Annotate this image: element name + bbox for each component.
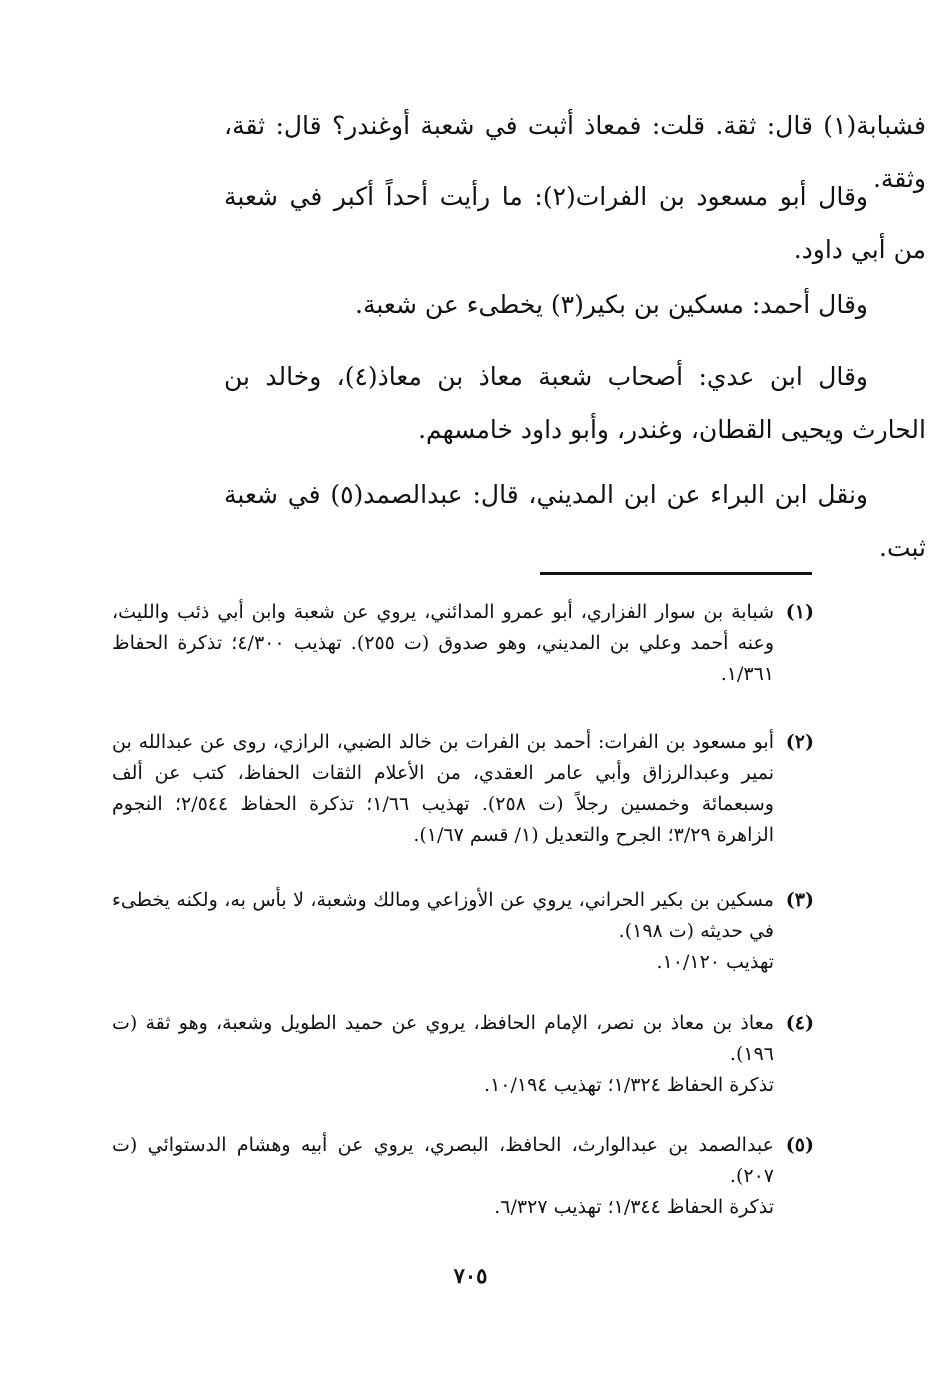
footnote-number: (٤) [785,1012,814,1034]
footnote-number: (٣) [785,889,814,911]
footnote-4 [112,1008,814,1101]
footnote-3 [112,885,814,978]
footnote-5 [112,1130,814,1223]
footnote-1 [112,597,814,690]
footnote-line: معاذ بن معاذ بن نصر، الإمام الحافظ، يروي عن حميد الطويل وشعبة، وهو ثقة (ت ١٩٦). [112,1012,774,1065]
paragraph-1: فشبابة(١) قال: ثقة. قلت: فمعاذ أثبت في شعبة أوغندر؟ قال: ثقة، وثقة. [224,111,926,193]
footnote-number: (٥) [785,1134,814,1156]
paragraph-3: وقال أحمد: مسكين بن بكير(٣) يخطىء عن شعبة. [355,290,868,319]
footnote-line: مسكين بن بكير الحراني، يروي عن الأوزاعي ومالك وشعبة، لا بأس به، ولكنه يخطىء في حديثه (ت ١٩٨). [112,889,774,942]
page-number: ٧٠٥ [453,1263,488,1288]
paragraph-4: وقال ابن عدي: أصحاب شعبة معاذ بن معاذ(٤)، وخالد بن الحارث ويحيى القطان، وغندر، وأبو داود خامسهم. [224,362,926,444]
paragraph-5: ونقل ابن البراء عن ابن المديني، قال: عبدالصمد(٥) في شعبة ثبت. [224,480,926,562]
footnote-number: (١) [785,601,814,623]
footnote-number: (٢) [785,731,814,753]
footnote-line: تذكرة الحفاظ ١/٣٤٤؛ تهذيب ٦/٣٢٧. [494,1196,774,1218]
footnote-2 [112,727,814,851]
footnote-line: عبدالصمد بن عبدالوارث، الحافظ، البصري، يروي عن أبيه وهشام الدستوائي (ت ٢٠٧). [112,1134,774,1187]
footnote-line: تهذيب ١٠/١٢٠. [656,951,774,973]
footnote-line: شبابة بن سوار الفزاري، أبو عمرو المدائني، يروي عن شعبة وابن أبي ذئب والليث، وعنه أحمد وعلي بن المديني، وهو صدوق (ت ٢٥٥). تهذيب ٤/٣٠٠؛ تذكرة الحفاظ ١/٣٦١. [112,601,775,685]
footnote-separator [540,572,812,575]
footnote-text [112,885,774,978]
footnote-text [112,1130,774,1223]
footnote-text [112,597,774,690]
paragraph-2: وقال أبو مسعود بن الفرات(٢): ما رأيت أحداً أكبر في شعبة من أبي داود. [224,182,926,264]
footnote-text [112,1008,774,1101]
footnote-line: تذكرة الحفاظ ١/٣٢٤؛ تهذيب ١٠/١٩٤. [484,1074,774,1096]
footnote-text [112,727,774,851]
footnote-line: أبو مسعود بن الفرات: أحمد بن الفرات بن خالد الضبي، الرازي، روى عن عبدالله بن نمير وعبدالرزاق وأبي عامر العقدي، من الأعلام الثقات الحفاظ، كتب عن ألف وسبعمائة وخمسين رجلاً (ت ٢٥٨). تهذيب ١/٦٦؛ تذكرة الحفاظ ٢/٥٤٤؛ النجوم الزاهرة ٣/٢٩؛ الجرح والتعديل (١/ قسم ١/٦٧). [112,731,774,846]
